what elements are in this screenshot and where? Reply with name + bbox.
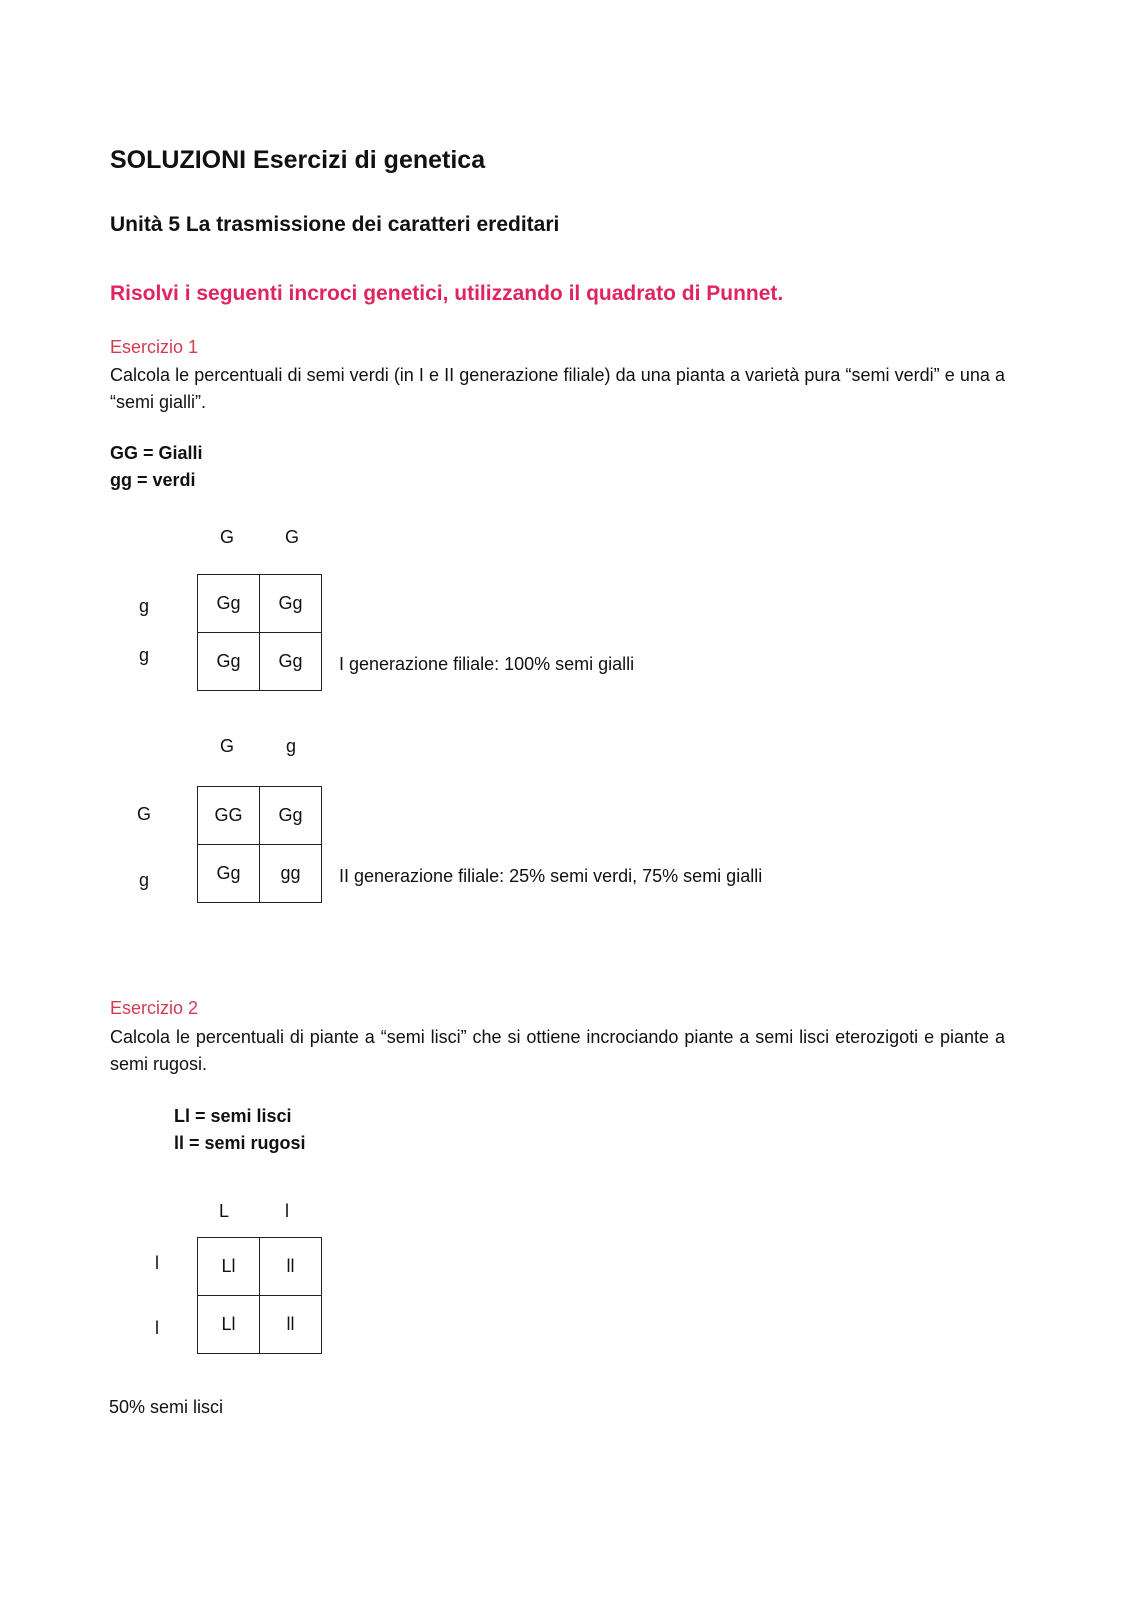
square-2-cell: GG	[198, 787, 260, 845]
square-2-top-allele-2: g	[285, 736, 296, 756]
exercise-2-text: Calcola le percentuali di piante a “semi lisci” che si ottiene incrociando piante a semi lisci eterozigoti e piante a semi rugosi.	[110, 1027, 1005, 1074]
square-3-cell: ll	[260, 1296, 322, 1354]
punnett-square-1	[197, 574, 322, 691]
square-1-left-allele-1: g	[138, 596, 149, 616]
square-2-top-allele-1: G	[219, 736, 234, 756]
square-1-top-allele-2: G	[284, 527, 299, 547]
square-1-left-allele-2: g	[138, 645, 149, 665]
square-2-cell: gg	[260, 845, 322, 903]
square-2-cell: Gg	[260, 787, 322, 845]
square-3-cell: Ll	[198, 1296, 260, 1354]
exercise-1-text: Calcola le percentuali di semi verdi (in I e II generazione filiale) da una pianta a varietà pura “semi verdi” e una a “semi gialli”.	[110, 365, 1005, 412]
square-1-cell: Gg	[260, 575, 322, 633]
square-2-result: II generazione filiale: 25% semi verdi, 75% semi gialli	[339, 866, 763, 886]
page-title: SOLUZIONI Esercizi di genetica	[110, 146, 486, 174]
exercise-1-heading: Esercizio 1	[110, 337, 199, 357]
square-3-cell: ll	[260, 1238, 322, 1296]
square-2-cell: Gg	[198, 845, 260, 903]
square-3-top-allele-2: l	[285, 1201, 289, 1221]
square-3-left-allele-1: l	[155, 1253, 159, 1273]
exercise-1-legend-recessive: gg = verdi	[110, 470, 196, 490]
square-3-top-allele-1: L	[218, 1201, 229, 1221]
exercise-2-legend-recessive: ll = semi rugosi	[174, 1133, 306, 1153]
square-1-top-allele-1: G	[219, 527, 234, 547]
unit-subtitle: Unità 5 La trasmissione dei caratteri ereditari	[110, 213, 560, 236]
square-1-result: I generazione filiale: 100% semi gialli	[339, 654, 635, 674]
square-3-cell: Ll	[198, 1238, 260, 1296]
square-3-left-allele-2: l	[155, 1318, 159, 1338]
instruction-heading: Risolvi i seguenti incroci genetici, utilizzando il quadrato di Punnet.	[110, 282, 784, 305]
square-2-left-allele-1: G	[136, 804, 151, 824]
square-1-cell: Gg	[260, 633, 322, 691]
exercise-2-legend-heterozygous: Ll = semi lisci	[174, 1106, 292, 1126]
exercise-1-legend-dominant: GG = Gialli	[110, 443, 203, 463]
exercise-2-result: 50% semi lisci	[109, 1397, 224, 1417]
punnett-square-2	[197, 786, 322, 903]
square-1-cell: Gg	[198, 633, 260, 691]
exercise-2-heading: Esercizio 2	[110, 998, 199, 1018]
square-1-cell: Gg	[198, 575, 260, 633]
square-2-left-allele-2: g	[138, 870, 149, 890]
punnett-square-3	[197, 1237, 322, 1354]
